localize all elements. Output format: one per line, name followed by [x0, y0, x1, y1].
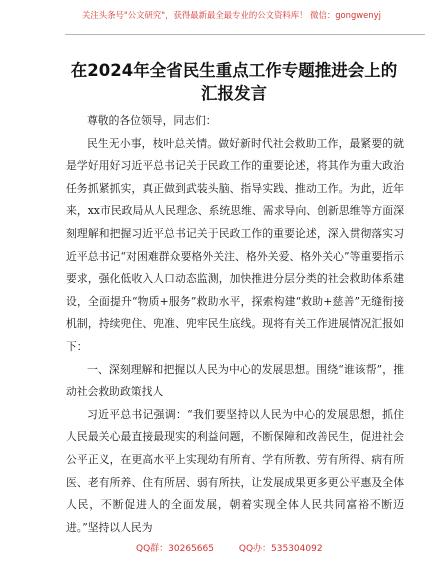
- document-title: 在2024年全省民生重点工作专题推进会上的汇报发言: [70, 61, 398, 103]
- footer-qq-group: QQ群：30265665: [136, 544, 214, 554]
- salutation: 尊敬的各位领导，同志们：: [87, 114, 217, 127]
- paragraph-intro: 民生无小事，枝叶总关情。做好新时代社会救助工作，最紧要的就是学好用好习近平总书记关于民政工作的重要论述，将其作为重大政治任务抓紧抓实，真正做到武装头脑、指导实践、推动工作。为此，近年来，xx市民政局从人民理念、系统思维、需求导向、创新思维等方面深刻理解和把握习近平总书记关于民政工作的重要论述，深入贯彻落实习近平总书记“对困难群众要格外关注、格外关爱、格外关心”等重要指示要求，强化低收入人口动态监测，加快推进分层分类的社会救助体系建设，全面提升“物质+服务”救助水平，探索构建“救助+慈善”无缝衔接机制，持续兜住、兜准、兜牢民生底线。现将有关工作进展情况汇报如下：: [66, 136, 404, 353]
- section-heading-1: 一、深刻理解和把握以人民为中心的发展思想。围绕“谁该帮”，推动社会救助政策找人: [66, 362, 404, 399]
- footer-qq-office: QQ办：535304092: [238, 544, 323, 554]
- header-divider: [65, 34, 425, 35]
- footer-contact: [136, 543, 366, 555]
- document-body: [66, 110, 404, 539]
- header-promo-note: 关注头条号"公文研究"，获得最新最全最专业的公文资料库！ 微信：gongwenyj: [82, 10, 381, 20]
- paragraph-quote: 习近平总书记强调：“我们要坚持以人民为中心的发展思想，抓住人民最关心最直接最现实的利益问题，不断保障和改善民生，促进社会公平正义，在更高水平上实现幼有所育、学有所教、劳有所得、病有所医、老有所养、住有所居、弱有所扶，让发展成果更多更公平惠及全体人民，不断促进人的全面发展，朝着实现全体人民共同富裕不断迈进。”坚持以人民为: [66, 407, 404, 534]
